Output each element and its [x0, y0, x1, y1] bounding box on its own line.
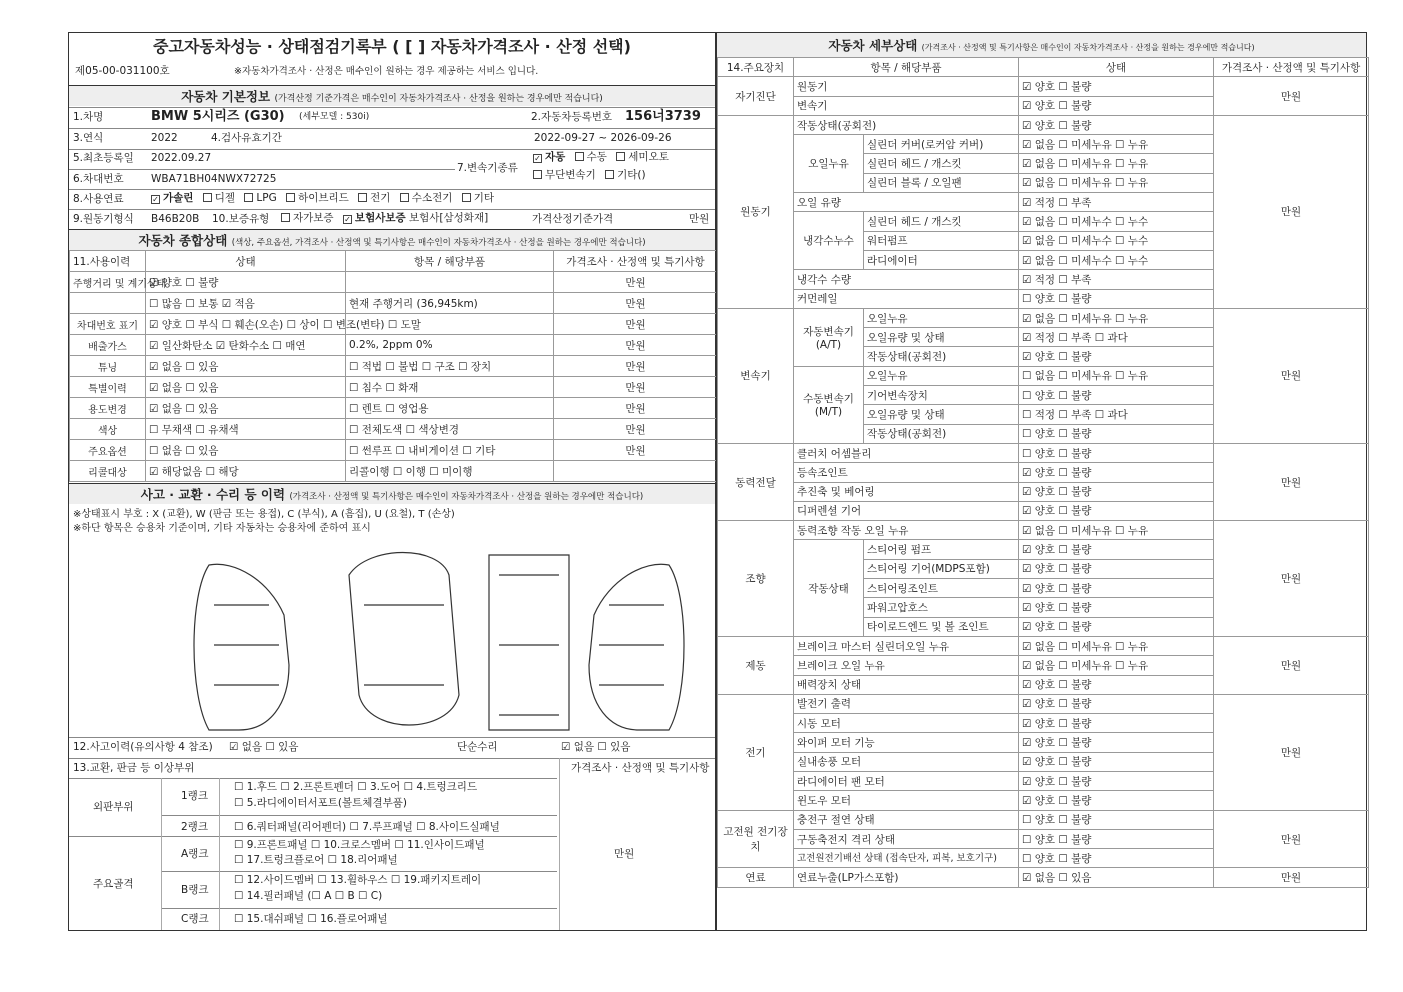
detail-item: 실린더 헤드 / 개스킷: [864, 212, 1019, 231]
detail-item: 발전기 출력: [794, 694, 1019, 713]
overall-label: 리콜대상: [70, 461, 146, 482]
detail-item: 스티어링 펌프: [864, 540, 1019, 559]
exchange-label: 13.교환, 판금 등 이상부위: [73, 762, 195, 774]
overall-item: 0.2%, 2ppm 0%: [346, 335, 554, 356]
detail-item: 오일누유: [864, 308, 1019, 327]
checkbox-lpg[interactable]: [244, 193, 253, 202]
checkbox-other-fuel[interactable]: [462, 193, 471, 202]
detail-state: ☑ 없음 ☐ 미세누수 ☐ 누수: [1019, 212, 1214, 231]
basic-info-header: [69, 86, 715, 106]
rank2-items: ☐ 6.쿼터패널(리어펜더) ☐ 7.루프패널 ☐ 8.사이드실패널: [234, 821, 500, 833]
overall-state: ☐ 없음 ☐ 있음: [146, 440, 346, 461]
checkbox-other-trans[interactable]: [605, 170, 614, 179]
detail-price: 만원: [1214, 521, 1369, 637]
engine-type: B46B20B: [151, 213, 200, 225]
overall-item: 리콜이행 ☐ 이행 ☐ 미이행: [346, 461, 554, 482]
detail-item: 작동상태(공회전): [864, 347, 1019, 366]
detail-item: 동력조향 작동 오일 누유: [794, 521, 1019, 540]
label-transmission: 7.변속기종류: [457, 162, 518, 174]
overall-row: [70, 272, 718, 293]
detail-item: 고전원전기배선 상태 (접속단자, 피복, 보호기구): [794, 849, 1019, 868]
transmission-options-2: 무단변속기 기타(): [527, 169, 646, 182]
overall-item: ☐ 썬루프 ☐ 내비게이션 ☐ 기타: [346, 440, 554, 461]
detail-price: 만원: [1214, 868, 1369, 887]
detail-state: ☑ 없음 ☐ 미세누수 ☐ 누수: [1019, 250, 1214, 269]
detail-category: 전기: [718, 694, 794, 810]
checkbox-self-warranty[interactable]: [281, 213, 290, 222]
detail-state: ☑ 양호 ☐ 불량: [1019, 694, 1214, 713]
detail-item: 원동기: [794, 77, 1019, 96]
detail-category: 자기진단: [718, 77, 794, 116]
rankB-label: B랭크: [181, 884, 209, 896]
detail-row: [718, 308, 1369, 327]
detail-item: 실내송풍 모터: [794, 752, 1019, 771]
warranty-options: 자가보증 ✓ 보험사보증 보험사[삼성화재]: [275, 212, 488, 225]
detail-state: ☐ 적정 ☐ 부족 ☐ 과다: [1019, 405, 1214, 424]
car-damage-diagram: [149, 545, 699, 735]
detail-item: 변속기: [794, 96, 1019, 115]
overall-label: 튜닝: [70, 356, 146, 377]
rankA-label: A랭크: [181, 848, 209, 860]
overall-title: 자동차 종합상태: [138, 233, 228, 248]
rankA-items: ☐ 9.프론트패널 ☐ 10.크로스멤버 ☐ 11.인사이드패널: [234, 839, 485, 851]
overall-state: ☑ 양호 ☐ 부식 ☐ 훼손(오손) ☐ 상이 ☐ 변조(변타) ☐ 도말: [146, 314, 346, 335]
overall-col-1: 상태: [146, 251, 346, 272]
detail-title: 자동차 세부상태: [828, 38, 918, 53]
detail-item: 실린더 헤드 / 개스킷: [864, 154, 1019, 173]
detail-item: 추진축 및 베어링: [794, 482, 1019, 501]
detail-state: ☑ 양호 ☐ 불량: [1019, 675, 1214, 694]
car-name: BMW 5시리즈 (G30): [151, 109, 285, 124]
detail-item: 작동상태(공회전): [864, 424, 1019, 443]
detail-subcategory: 오일누유: [794, 135, 864, 193]
detail-state: ☑ 양호 ☐ 불량: [1019, 579, 1214, 598]
detail-state: ☐ 양호 ☐ 불량: [1019, 289, 1214, 308]
exterior-label: 외판부위: [93, 801, 134, 813]
detail-item: 파워고압호스: [864, 598, 1019, 617]
label-warranty: 10.보증유형: [212, 213, 270, 225]
rank2-label: 2랭크: [181, 821, 208, 833]
detail-item: 윈도우 모터: [794, 791, 1019, 810]
detail-row: [718, 115, 1369, 134]
detail-price: 만원: [1214, 77, 1369, 116]
detail-row: [718, 521, 1369, 540]
rankC-label: C랭크: [181, 913, 209, 925]
detail-price: 만원: [1214, 308, 1369, 443]
detail-item: 배력장치 상태: [794, 675, 1019, 694]
accident-history-label: 12.사고이력(유의사항 4 참조): [73, 741, 213, 753]
overall-won: 만원: [554, 356, 718, 377]
checkbox-diesel[interactable]: [203, 193, 212, 202]
col-state: 상태: [1019, 58, 1214, 77]
detail-item: 라디에이터: [864, 250, 1019, 269]
detail-price: 만원: [1214, 443, 1369, 520]
detail-state: ☑ 양호 ☐ 불량: [1019, 714, 1214, 733]
detail-item: 작동상태(공회전): [794, 115, 1019, 134]
checkbox-electric[interactable]: [358, 193, 367, 202]
exchange-won: 만원: [614, 848, 635, 860]
detail-state: ☑ 적정 ☐ 부족 ☐ 과다: [1019, 328, 1214, 347]
year: 2022: [151, 132, 178, 144]
detail-state: ☑ 양호 ☐ 불량: [1019, 771, 1214, 790]
rank1-items-2: ☐ 5.라디에이터서포트(볼트체결부품): [234, 797, 407, 809]
overall-label: 주요옵션: [70, 440, 146, 461]
overall-item: ☐ 적법 ☐ 불법 ☐ 구조 ☐ 장치: [346, 356, 554, 377]
checkbox-hydrogen[interactable]: [400, 193, 409, 202]
overall-state: ☑ 양호 ☐ 불량: [146, 272, 346, 293]
detail-category: 제동: [718, 636, 794, 694]
detail-state: ☐ 양호 ☐ 불량: [1019, 829, 1214, 848]
overall-won: 만원: [554, 440, 718, 461]
doc-number: 제05-00-031100호: [75, 65, 170, 77]
overall-state: ☐ 무채색 ☐ 유채색: [146, 419, 346, 440]
reg-number: 156너3739: [625, 109, 701, 124]
detail-category: 변속기: [718, 308, 794, 443]
detail-item: 클러치 어셈블리: [794, 443, 1019, 462]
overall-state: ☐ 많음 ☐ 보통 ☑ 적음: [146, 293, 346, 314]
detail-item: 오일유량 및 상태: [864, 328, 1019, 347]
first-reg: 2022.09.27: [151, 152, 212, 164]
detail-state: ☑ 양호 ☐ 불량: [1019, 752, 1214, 771]
overall-row: [70, 356, 718, 377]
detail-state: ☑ 적정 ☐ 부족: [1019, 270, 1214, 289]
checkbox-manual[interactable]: [575, 152, 584, 161]
detail-state: ☑ 양호 ☐ 불량: [1019, 347, 1214, 366]
detail-item: 와이퍼 모터 기능: [794, 733, 1019, 752]
overall-state: ☑ 해당없음 ☐ 해당: [146, 461, 346, 482]
col-price: 가격조사 · 산정액 및 특기사항: [1214, 58, 1369, 77]
detail-item: 스티어링 기어(MDPS포함): [864, 559, 1019, 578]
detail-state: ☐ 양호 ☐ 불량: [1019, 386, 1214, 405]
label-first-reg: 5.최초등록일: [73, 152, 134, 164]
overall-won: 만원: [554, 335, 718, 356]
detail-row: [718, 810, 1369, 829]
detail-state: ☑ 없음 ☐ 미세누수 ☐ 누수: [1019, 231, 1214, 250]
overall-col-2: 항목 / 해당부품: [346, 251, 554, 272]
detail-row: [718, 694, 1369, 713]
car-underside: [489, 555, 569, 730]
detail-state: ☑ 양호 ☐ 불량: [1019, 791, 1214, 810]
detail-state: ☑ 없음 ☐ 미세누유 ☐ 누유: [1019, 656, 1214, 675]
basic-info-title: 자동차 기본정보: [181, 89, 271, 104]
detail-state: ☑ 양호 ☐ 불량: [1019, 598, 1214, 617]
col-main-device: 14.주요장치: [718, 58, 794, 77]
fuel-options: ✓ 가솔린 디젤 LPG 하이브리드 전기 수소전기 기타: [152, 192, 495, 204]
detail-subcategory: 작동상태: [794, 540, 864, 636]
car-left-side: [194, 564, 289, 730]
detail-state: ☑ 양호 ☐ 불량: [1019, 540, 1214, 559]
basic-info-note: (가격산정 기준가격은 매수인이 자동차가격조사 · 산정을 원하는 경우에만 적습니다): [274, 94, 603, 104]
detail-item: 등속조인트: [794, 463, 1019, 482]
detail-state: ☑ 없음 ☐ 미세누유 ☐ 누유: [1019, 636, 1214, 655]
detail-subcategory: 수동변속기 (M/T): [794, 366, 864, 443]
rankB-items: ☐ 12.사이드멤버 ☐ 13.휠하우스 ☐ 19.패키지트레이: [234, 874, 482, 886]
label-vin: 6.차대번호: [73, 173, 124, 185]
detail-row: [718, 636, 1369, 655]
detail-item: 오일 유량: [794, 193, 1019, 212]
overall-row: [70, 293, 718, 314]
overall-header: [69, 230, 715, 250]
detail-item: 디퍼렌셜 기어: [794, 501, 1019, 520]
overall-label: 주행거리 및 계기상태: [70, 272, 146, 293]
detail-state: ☑ 없음 ☐ 있음: [1019, 868, 1214, 887]
detail-price: 만원: [1214, 694, 1369, 810]
overall-item: 현재 주행거리 (36,945km): [346, 293, 554, 314]
simple-repair-label: 단순수리: [457, 741, 498, 753]
detail-category: 고전원 전기장치: [718, 810, 794, 868]
overall-table: [69, 250, 718, 482]
overall-state: ☑ 없음 ☐ 있음: [146, 356, 346, 377]
detail-state: ☑ 양호 ☐ 불량: [1019, 617, 1214, 636]
inspection-period: 2022-09-27 ~ 2026-09-26: [534, 132, 672, 144]
left-panel: [68, 32, 716, 931]
overall-label: 색상: [70, 419, 146, 440]
detail-state: ☑ 양호 ☐ 불량: [1019, 77, 1214, 96]
overall-won: 만원: [554, 293, 718, 314]
overall-won: 만원: [554, 314, 718, 335]
status-legend-2: ※하단 항목은 승용차 기준이며, 기타 자동차는 승용차에 준하여 표시: [73, 523, 371, 534]
accident-header: [69, 484, 715, 504]
rank1-label: 1랭크: [181, 790, 208, 802]
detail-state: ☑ 없음 ☐ 미세누유 ☐ 누유: [1019, 521, 1214, 540]
label-engine: 9.원동기형식: [73, 213, 134, 225]
overall-won: [554, 461, 718, 482]
detail-item: 타이로드엔드 및 볼 조인트: [864, 617, 1019, 636]
detail-state: ☑ 양호 ☐ 불량: [1019, 115, 1214, 134]
detail-note: (가격조사 · 산정액 및 특기사항은 매수인이 자동차가격조사 · 산정을 원하는 경우에만 적습니다): [921, 43, 1255, 52]
simple-repair-state: ☑ 없음 ☐ 있음: [561, 741, 631, 753]
detail-item: 구동축전지 격리 상태: [794, 829, 1019, 848]
overall-row: [70, 440, 718, 461]
overall-label: 배출가스: [70, 335, 146, 356]
overall-row: [70, 314, 718, 335]
transmission-options: ✓ 자동 수동 세미오토: [534, 151, 669, 163]
detail-state: ☑ 양호 ☐ 불량: [1019, 559, 1214, 578]
right-panel: [716, 32, 1367, 931]
detail-item: 충전구 절연 상태: [794, 810, 1019, 829]
overall-won: 만원: [554, 377, 718, 398]
overall-item: [346, 272, 554, 293]
detail-item: 워터펌프: [864, 231, 1019, 250]
detail-state: ☐ 양호 ☐ 불량: [1019, 849, 1214, 868]
rank1-items: ☐ 1.후드 ☐ 2.프론트펜더 ☐ 3.도어 ☐ 4.트렁크리드: [234, 781, 478, 793]
doc-title: 중고자동차성능 · 상태점검기록부 ( [ ] 자동차가격조사 · 산정 선택): [153, 37, 631, 56]
overall-row: [70, 419, 718, 440]
detail-item: 실린더 블록 / 오일팬: [864, 173, 1019, 192]
detail-header: [717, 33, 1366, 57]
detail-category: 연료: [718, 868, 794, 887]
frame-label: 주요골격: [93, 878, 134, 890]
detail-item: 오일누유: [864, 366, 1019, 385]
checkbox-insurer-warranty[interactable]: ✓: [344, 215, 351, 224]
checkbox-hybrid[interactable]: [286, 193, 295, 202]
label-fuel: 8.사용연료: [73, 193, 124, 205]
detail-table: [717, 57, 1369, 888]
detail-subcategory: 자동변속기 (A/T): [794, 308, 864, 366]
label-reg-number: 2.자동차등록번호: [531, 111, 613, 123]
overall-label: [70, 293, 146, 314]
overall-item: ☐ 렌트 ☐ 영업용: [346, 398, 554, 419]
detail-price: 만원: [1214, 636, 1369, 694]
detail-item: 라디에이터 팬 모터: [794, 771, 1019, 790]
detail-item: 커먼레일: [794, 289, 1019, 308]
overall-label: 용도변경: [70, 398, 146, 419]
overall-won: 만원: [554, 398, 718, 419]
detail-item: 시동 모터: [794, 714, 1019, 733]
detail-price: 만원: [1214, 810, 1369, 868]
detail-price: 만원: [1214, 115, 1369, 308]
overall-item: ☐ 전체도색 ☐ 색상변경: [346, 419, 554, 440]
exchange-price-header: 가격조사 · 산정액 및 특기사항: [571, 762, 710, 774]
detail-state: ☑ 없음 ☐ 미세누유 ☐ 누유: [1019, 154, 1214, 173]
vin: WBA71BH04NWX72725: [151, 173, 277, 185]
label-inspection: 4.검사유효기간: [211, 132, 282, 144]
overall-col-3: 가격조사 · 산정액 및 특기사항: [554, 251, 718, 272]
detail-item: 실린더 커버(로커암 커버): [864, 135, 1019, 154]
detail-item: 연료누출(LP가스포함): [794, 868, 1019, 887]
rankA-items-2: ☐ 17.트렁크플로어 ☐ 18.리어패널: [234, 854, 398, 866]
overall-won: 만원: [554, 419, 718, 440]
overall-row: [70, 398, 718, 419]
overall-item: ☐ 침수 ☐ 화재: [346, 377, 554, 398]
accident-title: 사고 · 교환 · 수리 등 이력: [140, 487, 286, 502]
detail-state: ☐ 없음 ☐ 미세누유 ☐ 누유: [1019, 366, 1214, 385]
checkbox-semi-auto[interactable]: [616, 152, 625, 161]
detail-state: ☑ 양호 ☐ 불량: [1019, 733, 1214, 752]
overall-row: [70, 335, 718, 356]
detail-state: ☐ 양호 ☐ 불량: [1019, 424, 1214, 443]
detail-state: ☑ 양호 ☐ 불량: [1019, 482, 1214, 501]
detail-category: 동력전달: [718, 443, 794, 520]
detail-item: 스티어링조인트: [864, 579, 1019, 598]
overall-state: ☑ 없음 ☐ 있음: [146, 398, 346, 419]
overall-state: ☑ 일산화탄소 ☑ 탄화수소 ☐ 매연: [146, 335, 346, 356]
detail-category: 원동기: [718, 115, 794, 308]
accident-history-state: ☑ 없음 ☐ 있음: [229, 741, 299, 753]
label-car-name: 1.차명: [73, 111, 104, 123]
overall-row: [70, 377, 718, 398]
checkbox-cvt[interactable]: [533, 170, 542, 179]
car-top-view: [349, 553, 459, 726]
overall-label: 특별이력: [70, 377, 146, 398]
detail-row: [718, 77, 1369, 96]
overall-won: 만원: [554, 272, 718, 293]
status-legend: ※상태표시 부호 : X (교환), W (판금 또는 용접), C (부식), A (흠집), U (요철), T (손상): [73, 509, 455, 520]
detail-subcategory: 냉각수누수: [794, 212, 864, 270]
overall-state: ☑ 없음 ☐ 있음: [146, 377, 346, 398]
detail-state: ☑ 적정 ☐ 부족: [1019, 193, 1214, 212]
overall-row: [70, 461, 718, 482]
checkbox-auto[interactable]: ✓: [534, 154, 541, 163]
price-basis-unit: 만원: [689, 213, 710, 225]
detail-row: [718, 443, 1369, 462]
detail-state: ☐ 양호 ☐ 불량: [1019, 443, 1214, 462]
detail-state: ☐ 양호 ☐ 불량: [1019, 810, 1214, 829]
detail-item: 브레이크 마스터 실린더오일 누유: [794, 636, 1019, 655]
detail-row: [718, 868, 1369, 887]
car-right-side: [589, 564, 684, 730]
detail-state: ☑ 양호 ☐ 불량: [1019, 96, 1214, 115]
col-item: 항목 / 해당부품: [794, 58, 1019, 77]
detail-state: ☑ 없음 ☐ 미세누유 ☐ 누유: [1019, 173, 1214, 192]
car-model: (세부모델 : 530i): [299, 112, 370, 122]
detail-state: ☑ 없음 ☐ 미세누유 ☐ 누유: [1019, 135, 1214, 154]
detail-state: ☑ 양호 ☐ 불량: [1019, 463, 1214, 482]
detail-category: 조향: [718, 521, 794, 637]
overall-col-0: 11.사용이력: [70, 251, 146, 272]
rankB-items-2: ☐ 14.필러패널 (☐ A ☐ B ☐ C): [234, 890, 383, 902]
overall-label: 차대번호 표기: [70, 314, 146, 335]
rankC-items: ☐ 15.대쉬패널 ☐ 16.플로어패널: [234, 913, 388, 925]
detail-item: 오일유량 및 상태: [864, 405, 1019, 424]
detail-item: 냉각수 수량: [794, 270, 1019, 289]
detail-state: ☑ 양호 ☐ 불량: [1019, 501, 1214, 520]
overall-note: (색상, 주요옵션, 가격조사 · 산정액 및 특기사항은 매수인이 자동차가격조사 · 산정을 원하는 경우에만 적습니다): [231, 238, 646, 248]
checkbox-gasoline[interactable]: ✓: [152, 195, 159, 204]
label-price-basis: 가격산정기준가격: [532, 213, 614, 225]
label-year: 3.연식: [73, 132, 104, 144]
detail-item: 브레이크 오일 누유: [794, 656, 1019, 675]
doc-note: ※자동차가격조사 · 산정은 매수인이 원하는 경우 제공하는 서비스 입니다.: [234, 66, 539, 77]
detail-state: ☑ 없음 ☐ 미세누유 ☐ 누유: [1019, 308, 1214, 327]
accident-note: (가격조사 · 산정액 및 특기사항은 매수인이 자동차가격조사 · 산정을 원하는 경우에만 적습니다): [289, 492, 644, 502]
detail-item: 기어변속장치: [864, 386, 1019, 405]
